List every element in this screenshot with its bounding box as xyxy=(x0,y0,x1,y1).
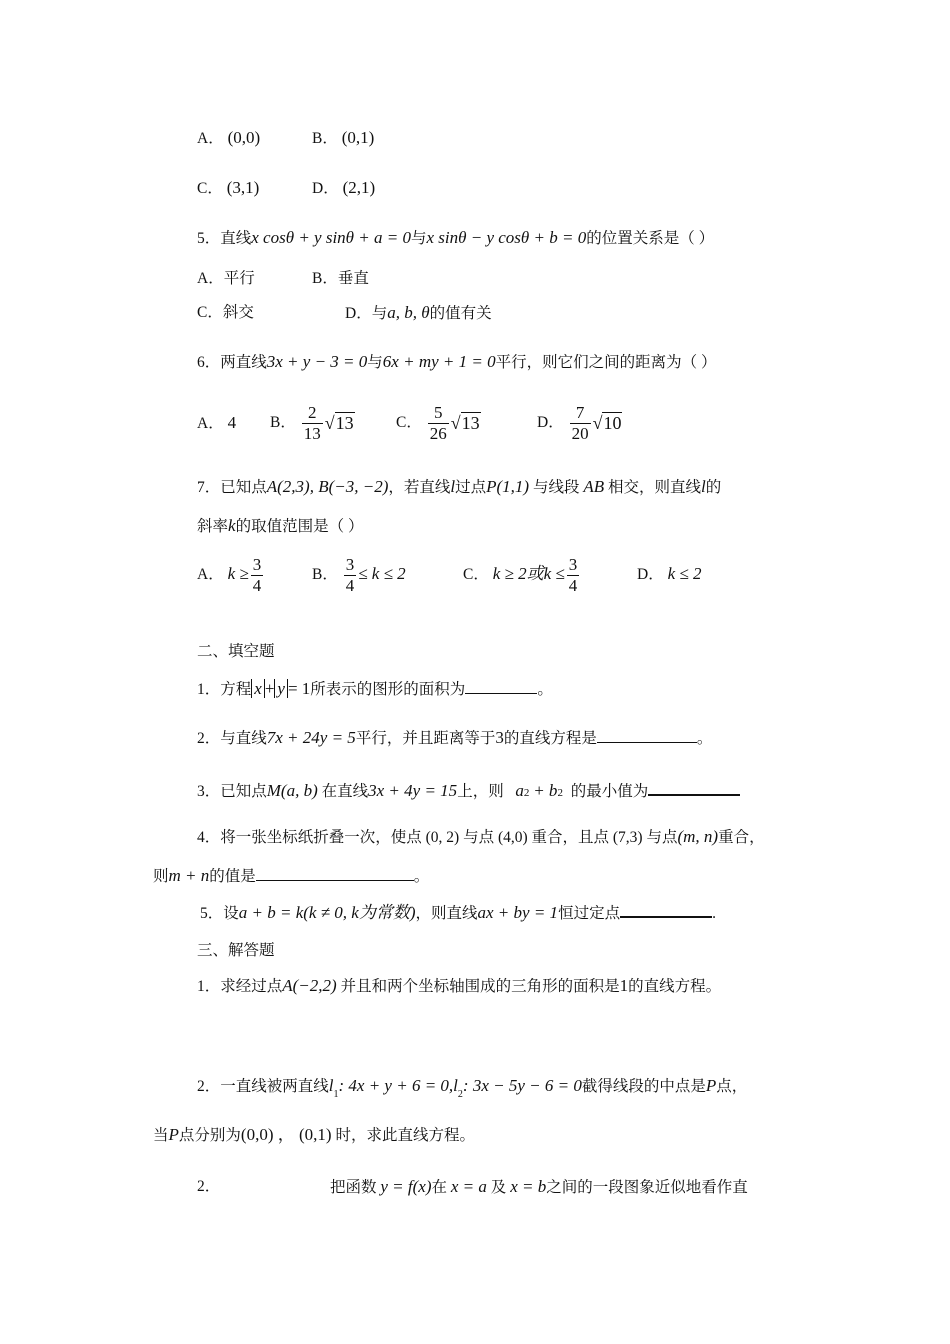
numerator: 7 xyxy=(575,402,585,422)
variable: l xyxy=(450,477,456,496)
equation: 7x + 24y = 5 xyxy=(266,728,356,747)
function: y = f(x) xyxy=(380,1177,432,1196)
sqrt: √10 xyxy=(592,413,622,434)
point: A(−2,2) xyxy=(282,976,337,995)
question-text: 1．方程 xyxy=(197,681,252,698)
radicand: 13 xyxy=(461,413,480,434)
point-label: P xyxy=(705,1076,717,1095)
question-text: 在直线 xyxy=(321,783,369,800)
segment: AB xyxy=(583,477,605,496)
fraction xyxy=(302,403,323,444)
option-label: A． xyxy=(197,130,224,147)
answer-blank[interactable] xyxy=(620,902,712,918)
option-value: 4 xyxy=(227,413,237,432)
q7-option-b xyxy=(312,552,406,597)
question-text: 与 xyxy=(367,354,383,371)
question-text: 的位置关系是（ ） xyxy=(586,230,715,247)
question-text: 过点 xyxy=(455,479,487,496)
option-text: D．与 xyxy=(345,305,388,322)
question-text: 之间的一段图象近似地看作直 xyxy=(546,1179,748,1196)
fill-4-line2 xyxy=(153,866,429,887)
fraction xyxy=(251,555,264,596)
option-value: (2,1) xyxy=(342,178,376,197)
section-title: 三、解答题 xyxy=(197,942,275,959)
question-text: 恒过定点 xyxy=(558,905,621,922)
q6-option-b xyxy=(270,401,355,445)
fill-4 xyxy=(197,827,765,848)
operator: + xyxy=(264,679,275,698)
question-text: 截得线段的中点是 xyxy=(581,1078,706,1095)
question-text: 所表示的图形的面积为 xyxy=(310,681,466,698)
question-text: 的最小值为 xyxy=(570,783,649,800)
punctuation: . xyxy=(712,905,716,922)
numerator: 5 xyxy=(433,402,443,422)
variable: k xyxy=(228,516,236,535)
denominator: 4 xyxy=(568,575,578,595)
inequality: k ≥ xyxy=(227,564,249,583)
question-text: 5．直线 xyxy=(197,230,252,247)
fraction xyxy=(344,555,357,596)
question-text: ，若直线 xyxy=(388,479,451,496)
solve-2-line2 xyxy=(153,1125,475,1146)
option-label: B． xyxy=(312,130,338,147)
q6-option-c xyxy=(396,401,481,445)
option-label: A． xyxy=(197,415,224,432)
variable: a xyxy=(515,781,524,800)
equation: : 4x + y + 6 = 0, xyxy=(338,1076,454,1095)
answer-blank[interactable] xyxy=(648,780,740,796)
question-text: 把函数 xyxy=(330,1179,377,1196)
q5-option-d xyxy=(345,303,492,324)
question-5 xyxy=(197,228,714,249)
abs-y: y xyxy=(274,679,288,698)
question-text: 的 xyxy=(705,479,722,496)
fraction xyxy=(428,403,449,444)
q6-option-d xyxy=(537,401,622,445)
option-label: B． xyxy=(270,414,296,431)
question-number: 2． xyxy=(197,1178,221,1195)
question-text: 当 xyxy=(153,1127,169,1144)
punctuation: 。 xyxy=(696,730,713,747)
question-text: 2．一直线被两直线 xyxy=(197,1078,329,1095)
fill-2 xyxy=(197,728,712,749)
option-label: D． xyxy=(537,414,564,431)
option-label: D． xyxy=(312,180,339,197)
equation: x cosθ + y sinθ + a = 0 xyxy=(251,228,411,247)
equation: = 1 xyxy=(287,679,311,698)
expression: + b xyxy=(533,781,558,800)
points: A(2,3), B(−3, −2) xyxy=(266,477,389,496)
denominator: 20 xyxy=(571,423,589,443)
variables: a, b, θ xyxy=(387,303,430,322)
inequality: ≤ k ≤ 2 xyxy=(358,564,406,583)
denominator: 13 xyxy=(303,423,321,443)
question-text: 斜率 xyxy=(197,518,229,535)
exponent: 2 xyxy=(523,787,530,799)
exponent: 2 xyxy=(557,787,563,799)
radicand: 10 xyxy=(603,413,622,434)
fill-1 xyxy=(197,679,553,700)
option-value: (0,1) xyxy=(341,128,375,147)
variable: l xyxy=(701,477,706,496)
question-text: 的直线方程是 xyxy=(503,730,597,747)
question-text: 5．设 xyxy=(200,905,239,922)
question-text: 4．将一张坐标纸折叠一次，使点 (0, 2) 与点 (4,0) 重合，且点 (7,3) 与点 xyxy=(197,829,678,846)
question-text: 的直线方程。 xyxy=(628,978,722,995)
question-text: 时，求此直线方程。 xyxy=(335,1127,475,1144)
line-label: l xyxy=(328,1076,334,1095)
solve-2 xyxy=(197,1076,747,1105)
option-text: A．平行 xyxy=(197,270,255,287)
option-value: (3,1) xyxy=(226,178,260,197)
equation: x = b xyxy=(510,1177,547,1196)
denominator: 4 xyxy=(252,575,262,595)
question-text: ，则直线 xyxy=(415,905,478,922)
q4-option-b xyxy=(312,128,374,149)
question-text: 平行，并且距离等于 xyxy=(355,730,496,747)
question-text: 的取值范围是（ ） xyxy=(235,518,364,535)
question-text: 的值是 xyxy=(209,868,256,885)
section-2-title xyxy=(197,642,275,662)
fill-5 xyxy=(200,902,716,924)
punctuation: 。 xyxy=(537,681,553,698)
option-label: D． xyxy=(637,566,664,583)
question-text: 上，则 xyxy=(457,783,504,800)
points: (0,0) ， (0,1) xyxy=(240,1125,332,1144)
inequality: k ≥ 2或k ≤ xyxy=(492,564,565,583)
question-text: 与线段 xyxy=(532,479,580,496)
question-text: 重合， xyxy=(718,829,765,846)
line-label: l xyxy=(453,1076,458,1095)
option-text: C．斜交 xyxy=(197,304,254,321)
question-6 xyxy=(197,352,716,373)
q7-option-c xyxy=(463,552,581,597)
solve-3 xyxy=(197,1177,220,1197)
q5-option-c xyxy=(197,303,254,323)
numerator: 3 xyxy=(252,554,262,574)
equation: 3x + y − 3 = 0 xyxy=(266,352,368,371)
numerator: 2 xyxy=(307,402,317,422)
question-text: 7．已知点 xyxy=(197,479,267,496)
q7-option-a xyxy=(197,552,265,597)
point-label: P xyxy=(168,1125,179,1144)
question-7 xyxy=(197,477,721,498)
question-text: 2．与直线 xyxy=(197,730,267,747)
question-text: 相交，则直线 xyxy=(608,479,702,496)
section-title: 二、填空题 xyxy=(197,643,275,660)
q4-option-a xyxy=(197,128,260,149)
point: (m, n) xyxy=(677,827,719,846)
option-text: B．垂直 xyxy=(312,270,369,287)
sqrt: √13 xyxy=(450,413,480,434)
question-text: 1．求经过点 xyxy=(197,978,283,995)
question-text: 6．两直线 xyxy=(197,354,267,371)
question-text: 及 xyxy=(490,1179,507,1196)
solve-3-text xyxy=(330,1177,748,1198)
question-text: 平行，则它们之间的距离为（ ） xyxy=(495,354,717,371)
question-text: 与 xyxy=(410,230,427,247)
denominator: 4 xyxy=(345,575,355,595)
denominator: 26 xyxy=(429,423,447,443)
q4-option-d xyxy=(312,178,375,199)
q6-option-a xyxy=(197,401,236,446)
expression: a + b = k(k ≠ 0, k为常数) xyxy=(238,903,416,922)
equation: x = a xyxy=(450,1177,487,1196)
q5-option-b xyxy=(312,269,369,289)
fill-3 xyxy=(197,780,740,803)
punctuation: 。 xyxy=(413,868,430,885)
question-text: 则 xyxy=(153,868,169,885)
subscript: 1 xyxy=(333,1089,339,1100)
point: P(1,1) xyxy=(486,477,530,496)
numerator: 3 xyxy=(345,554,355,574)
number: 3 xyxy=(495,728,504,747)
q4-option-c xyxy=(197,178,259,199)
point: M(a, b) xyxy=(266,781,318,800)
abs-x: x xyxy=(251,679,265,698)
section-3-title xyxy=(197,941,275,961)
solve-1 xyxy=(197,976,721,997)
question-text: 点， xyxy=(716,1078,748,1095)
option-label: B． xyxy=(312,566,338,583)
equation: x sinθ − y cosθ + b = 0 xyxy=(426,228,587,247)
fraction xyxy=(567,555,580,596)
equation: ax + by = 1 xyxy=(477,903,559,922)
expression: m + n xyxy=(168,866,210,885)
equation: 3x + 4y = 15 xyxy=(368,781,458,800)
inequality: k ≤ 2 xyxy=(667,564,702,583)
q5-option-a xyxy=(197,269,255,289)
option-label: A． xyxy=(197,566,224,583)
option-text: 的值有关 xyxy=(429,305,492,322)
numerator: 3 xyxy=(568,554,578,574)
answer-blank[interactable] xyxy=(597,728,697,743)
number: 1 xyxy=(619,976,629,995)
question-text: 并且和两个坐标轴围成的三角形的面积是 xyxy=(340,978,620,995)
equation: 6x + my + 1 = 0 xyxy=(382,352,496,371)
option-value: (0,0) xyxy=(227,128,261,147)
question-7-line2 xyxy=(197,516,363,537)
answer-blank[interactable] xyxy=(465,679,537,694)
question-text: 3．已知点 xyxy=(197,783,267,800)
fraction xyxy=(570,403,591,444)
sqrt: √13 xyxy=(324,413,354,434)
option-label: C． xyxy=(197,180,223,197)
q7-option-d xyxy=(637,552,701,597)
question-text: 在 xyxy=(431,1179,448,1196)
answer-blank[interactable] xyxy=(256,866,414,881)
option-label: C． xyxy=(463,566,489,583)
option-label: C． xyxy=(396,414,422,431)
subscript: 2 xyxy=(457,1089,463,1100)
radicand: 13 xyxy=(335,413,354,434)
question-text: 点分别为 xyxy=(178,1127,241,1144)
equation: : 3x − 5y − 6 = 0 xyxy=(462,1076,582,1095)
